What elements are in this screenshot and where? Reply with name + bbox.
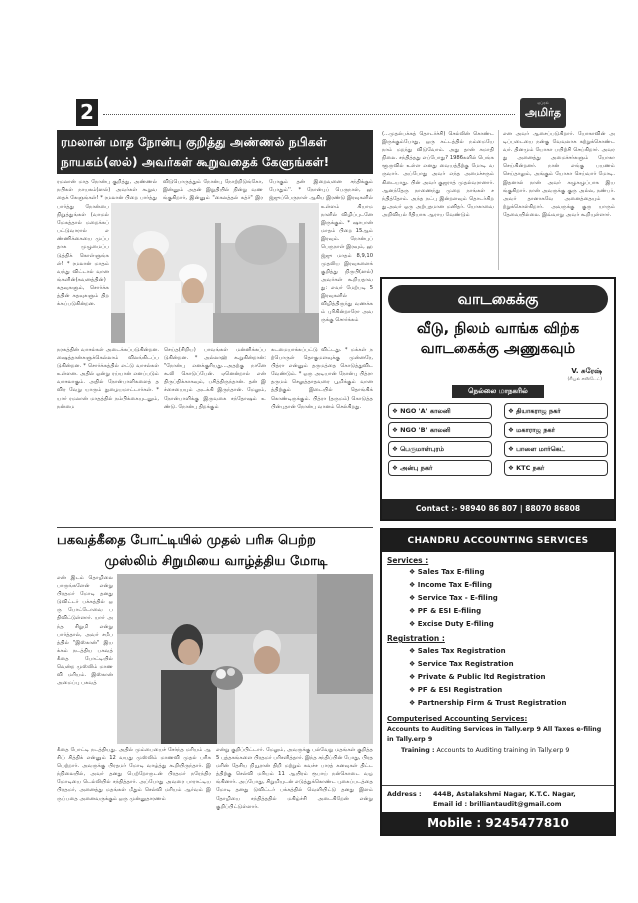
ad1-banner [452,385,544,398]
diamond-bullet-icon: ❖ [409,647,416,655]
modi-meeting-image [117,574,373,744]
ad2-registration-item [409,645,609,658]
ad2-training [401,745,609,756]
real-estate-ad [380,277,616,521]
ad2-divider [382,785,614,786]
ad2-registration-text: Private & Public ltd Registration [417,673,546,681]
ad2-service-label: Excise Duty E-filing [417,620,494,628]
ad2-service-label: Service Tax - E-filing [417,594,498,602]
ad2-service-label: Sales Tax E-filing [417,568,485,576]
ad1-area-label: NGO 'B' காலனி [400,426,451,434]
ad1-area-list [388,403,608,476]
ad2-registration-item [409,697,609,710]
ad1-area-row [388,460,608,476]
ad1-area-item: ❖ NGO 'B' காலனி [388,422,492,438]
article2-col-full: கீதை போட்டி நடத்தியது. அதில் மும்பையைச் சேர்ந்த மரியம் ஆசிப் சித்திக் என்னும் 12 வயது முஸ்லிம் மாணவி முதல் பரிசு பெற்றார். அவருக்கு பிரதமர் மோடி வாழ்த்து கூறியிருந்தார். இந்நிலையில், அவர் தனது பெற்றோருடன் பிரதமர் நரேந்திர மோடியை டெல்லியில் சந்தித்தார். அப்போது அவரை பாராட்டிய பிரதமர், அனைத்து மதங்கள் மீதும் செல்வி மரியம் ஆர்வம் இருப்பதை அனைவருக்கும் ஒரு முன்னுதாரணம் [57,747,211,802]
ad1-area-row [388,403,608,419]
ad2-registration-text: Service Tax Registration [417,660,514,668]
ad2-body [382,552,614,756]
ad2-company: CHANDRU ACCOUNTING SERVICES [382,530,614,552]
diamond-bullet-icon: ❖ [409,660,416,668]
ad1-subtitle-line2: வாடகைக்கு அணுகவும் [420,341,576,357]
ad2-training-desc: Accounts to Auditing training in Tally.erp 9 [436,747,570,754]
diamond-bullet-icon: ❖ [409,607,416,615]
masthead-logo-small: ஏப்ரல் [537,100,549,105]
column-divider [498,130,499,270]
ad2-service-item [409,618,609,631]
diamond-bullet-icon: ❖ [409,568,416,576]
masthead-logo-big: அமிர்த [525,106,561,119]
ad2-registration-text: Sales Tax Registration [417,647,506,655]
page-number-box [76,99,98,126]
mosque-children-image [111,203,319,343]
diamond-bullet-icon: ❖ [409,620,416,628]
ad1-area-item: ❖ பெருமாள்புரம் [388,441,492,457]
ad1-area-label: மகாராஜ நகர் [516,426,556,434]
diamond-bullet-icon: ❖ [409,594,416,602]
ad2-address-row [387,789,611,799]
ad2-address-block [387,789,611,809]
ad1-area-label: NGO 'A' காலனி [400,407,451,415]
ad2-registration-item [409,658,609,671]
ad2-services-label: Services : [387,556,429,565]
ad1-subtitle-line1: வீடு, நிலம் வாங்க விற்க [416,321,580,337]
ad1-area-label: பாளை மார்கெட் [516,445,566,453]
diamond-bullet-icon: ❖ [409,699,416,707]
article1-col-right-narrow: உள்ளம் கியாம நாளில் விழிப்புடனே இருக்கும். * ஷாபான் மாதம் பிறை 15ஆம் இரவும். நோன்புப் பெருநாள் இரவும், ஹஜ்ஜு மாதம் 8,9,10 முதலிய இரவுகளைக் குறித்து நிருபி(ஸல்) அவர்கள் கூறியதாவது: எவர் மேற்படி 5 இரவுகளில் விழித்திருந்து வணக்கம் புரிகின்றாரோ அவருக்கு சொர்க்கம் [321,204,373,324]
article1-headline-line1: ரமலான் மாத நோன்பு குறித்து அண்ணல் நபிகள் [61,135,327,149]
ad2-registration-label: Registration : [387,634,445,643]
ad2-address-label: Address : [387,790,422,798]
ad1-area-row [388,441,608,457]
ad2-registration-list [409,645,609,710]
ad2-registration-text: PF & ESI Registration [417,686,503,694]
ad1-area-item: ❖ NGO 'A' காலனி [388,403,492,419]
ad2-computerised-desc: Accounts to Auditing Services in Tally.erp 9 All Taxes e-filing in Tally.erp 9 [387,726,602,743]
ad2-service-label: PF & ESI E-filing [417,607,482,615]
ad1-contact-bar [382,499,614,519]
accounting-ad [380,528,616,836]
article1-col-b2: செய்த(சிறிய) பாவங்கள் மன்னிக்கப்படுகின்றன. * அல்லாஹ் கூறுகின்றான்: "நோன்பு எனக்குரியது...அதற்கு நானே கூலி கொடுப்பேன். ஏனென்றால் என் திருப்திக்காகவும், பசித்திருந்தான். தன் இச்சையையும் அடக்கி இருந்தான். மேலும், நோன்பாளிக்கு இருவகை சந்தோஷம் உண்டு. நோன்பு திறக்கும் [164,347,266,410]
ad2-service-item [409,579,609,592]
ad2-computerised-label: Computerised Accounting Services: [387,715,528,723]
ad2-service-item [409,592,609,605]
article2-headline-line1: பகவத்கீதை போட்டியில் முதல் பரிசு பெற்ற [57,533,316,548]
ad1-area-item: ❖ தியாகராஜ நகர் [504,403,608,419]
ad2-services-list [409,566,609,631]
ad1-area-item: ❖ மகாராஜ நகர் [504,422,608,438]
ad1-contact: Contact :- 98940 86 807 | 88070 86808 [415,504,581,513]
ad2-registration-text: Partnership Firm & Trust Registration [417,699,567,707]
masthead-logo [520,98,566,128]
ad2-service-item [409,566,609,579]
article1-headline-band [57,130,373,174]
ad1-area-label: தியாகராஜ நகர் [516,407,561,415]
article1-col-a: ரமலான் மாத நோன்பு குறித்து, அண்ணல் நபிகள் நாயகம்(ஸல்) அவர்கள் கூறுவதைக் கேளுங்கள்! * ரமலான் பிறை பார்த்து [57,179,157,202]
ad1-area-item: ❖ அன்பு நகர் [388,460,492,476]
ad2-address-line2: Email id : brilliantaudit@gmail.com [433,800,562,808]
ad2-registration-item [409,671,609,684]
ad2-address-line1: 444B, Astalakshmi Nagar, K.T.C. Nagar, [433,790,576,798]
article1-col-c2: கடமையாக்கப்பட்டு விட்டது. * மக்கள் நற்பொருள் தொகுமளவுக்கு முன்னரே, பித்ரா என்னும் தருமத்தை கொடுத்துவிட வேண்டும். * ஒரு அடியான் நோன்பு பித்ரா தருமம் செலுத்தாதவரை பூமிக்கும் வானத்திற்கும் இடையில் தொங்கிக் கொண்டிருக்கும். பித்ரா (தருமம்) கொடுத்த பின்புதான் நோன்பு வானம் செல்கிறது. [271,347,373,410]
ad2-training-label: Training : [401,747,435,754]
continued-text-col1: (...முதல்பக்கத் தொடர்ச்சி) செல்லின் கொண்ட இருக்கும்போது, ஒரு கட்டத்தில் நம்மையே நாம் மறந்து விடுவோம். அது தான் சுமாதி நிலை. சந்தித்தது எப்போது? 1986களில் பெங்களூருவில் உள்ள எனது வையத்தீற்கு மோடி வருவார். அப்போது அவர் எந்த அமைச்சரும் கிடையாது. பின் அவர் குஜராத் முதல்வரானார். ஆனந்தேரு நாணைந்து முறை நாங்கள் சந்தித்தோம். அந்த நட்பு இன்றளவும் தொடர்கிறது.அவர் ஒரு அற்புதமான மனிதர். யோகாவை அறிவியல் ரீதியாக ஆராய வேண்டும் [382,131,494,218]
continued-text-col2: என அவர் ஆசைப்படுகிறார். யோகாவின் அடிப்படையை நன்கு வேவலாக கற்றுக்கொண்டவர். தினமும் யோகா பயிற்சி செய்கிறார். அவரது அனைத்து அமைச்சர்களும் யோகா செய்கின்றனர். நான் எங்கு பயணம் செய்தாலும், அங்கும் யோகா செய்வார் மோடி. இதனால் நான் அவர் கழுகழுப்பாக இயங்குகிறார். நான் அவருக்கு குரு அல்ல, நண்பர். அவர் தானாகவே அனைத்தையும் கற்றுக்கொள்கிறார். அவருக்கு குரு யாரும் தேவையில்லை. இவ்வாறு அவர் கூறியுள்ளார். [503,131,615,218]
diamond-bullet-icon: ❖ [409,673,416,681]
ad1-area-row [388,422,608,438]
header-dotted-rule [103,114,515,115]
article2-photo [117,574,373,744]
article2-col-narrow: என் இடம் தொழிலை பாருங்களேன் என்று பிரதமர் மோடி தனது டுவிட்டர் பக்கத்தில் ஒரு போட்டோவை பதிவிட்டுள்ளார். யார் அந்த சிறுமி என்று பார்த்தால், அவர் சமீபத்தில் "இஸ்கான்" இயக்கம் நடத்திய பகவத் கீதை போட்டியில் வென்ற முஸ்லிம் மாணவி மரியம். இஸ்கான் அமைப்பு பகவத் [57,575,113,687]
ad1-agent-name: V. சுரேஷ் [571,367,602,375]
ad1-area-label: KTC நகர் [516,464,545,472]
article1-col-left-narrow: பார்த்து நோன்பை நிறுத்துங்கள் (வாமல் மேகத்தால் மறைக்கப் பட்டுவாரால் எண்ணிக்கையை முப்பதாக முழுமைப்படுத்திக் கொள்ளுங்கள்! * ரமலான் மாதம் வந்து விட்டால் வானங்களின்(சுவனத்தின்) கதவுகளும், சொர்க்கத்தின் கதவுகளும் திறக்கப்படுகின்றன. [57,204,109,308]
ad2-mobile-bar [382,812,614,834]
diamond-bullet-icon: ❖ [409,686,416,694]
ad1-area-item: ❖ பாளை மார்கெட் [504,441,608,457]
article2-col-full2: என்று குறிப்பிட்டார். மேலும், அவருக்கு பல்வேறு மதங்கள் குறித்த 5 புத்தகங்களை பிரதமர் பரிசளித்தார். இந்த சந்திப்பின் போது, பிரதமரின் தேசிய நியூரான் திறி மற்றும் சுவச்ச பாரத் கனவுகள் திட்டத்திற்கு செல்வி மரியம் 11 ஆயிரம் ரூபாய் நன்கொடை வழங்கினார். அப்போது, சிறுமியுடன் எடுத்துக்கொண்ட புகைப்படத்தை மோடி தனது டுவிட்டர் பக்கத்தில் வெளியிட்டு தனது இளம் தோழியை சந்தித்ததில் மகிழ்ச்சி அடைகிறேன் என்று குறிப்பிட்டுள்ளார். [216,747,373,810]
article1-col-c: போகும் தன் இறைவனை சந்திக்கும் போதும்''. * நோன்புப் பெருநாள், ஹஜ்ஜுப்பெருநாள் ஆகிய இரண்டு இரவுகளில் [269,179,373,202]
ad1-agent-tag: (ரியல் எஸ்டேட்) [567,377,602,382]
ad1-title-pill [388,285,608,313]
ad1-banner-text: நெல்லை மாநகரில் [468,387,528,395]
diamond-bullet-icon: ❖ [409,581,416,589]
page-number: 2 [80,100,94,124]
ad1-area-label: பெருமாள்புரம் [400,445,444,453]
ad1-area-label: அன்பு நகர் [400,464,433,472]
article1-col-b: விடுபொருத்தும் நோன்பு நோற்றிடுங்கோ, இன்னும் அதன் இறுதியில் நின்று வணங்குகிறார், இன்னும் "கைலத்தல் கத்ர்" இர [163,179,263,202]
article1-col-a2: நரகத்தின் வாசல்கள் அடைக்கப்படுகின்றன. ஷைத்தான்களுக்கெல்லாம் விலங்கிடப்படுகின்றன. * சொர்க்கத்தில் எட்டு வாசல்கள் உள்ளன. அதில் ஒன்று ரய்யான் எனப்படும் வாசலாகும். அதில் நோன்பாளிகளைத் தவிர வேறு யாரும் நுழையமாட்டார்கள். * யார் ரமலான் மாதத்தில் நம்பிக்கையுடனும், நன்மை [57,347,159,410]
article1-headline-line2: நாயகம்(ஸல்) அவர்கள் கூறுவதைக் கேளுங்கள்! [61,155,330,169]
ad1-title: வாடகைக்கு [457,290,539,308]
ad2-service-item [409,605,609,618]
ad1-area-item: ❖ KTC நகர் [504,460,608,476]
article1-photo [111,203,319,343]
article2-top-rule [57,527,373,528]
ad2-registration-item [409,684,609,697]
ad2-mobile: Mobile : 9245477810 [427,816,569,830]
article2-headline-line2: முஸ்லிம் சிறுமியை வாழ்த்திய மோடி [104,554,328,569]
ad2-service-label: Income Tax E-filing [417,581,492,589]
